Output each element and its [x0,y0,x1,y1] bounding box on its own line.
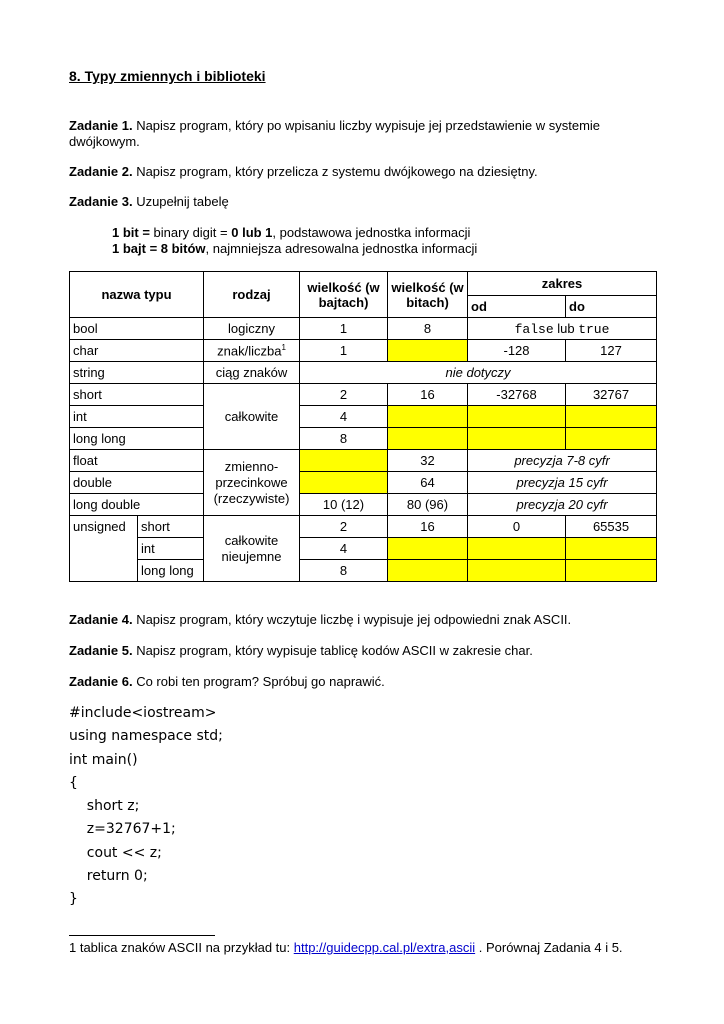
string-kind: ciąg znaków [204,362,300,384]
footnote-ref: 1 [281,342,286,352]
header-to: do [566,296,657,318]
code-line-6: z=32767+1; [69,821,176,838]
int-bits-blank [388,406,468,428]
task-5 [69,643,649,659]
row-unsigned-short [70,516,657,538]
footnote-separator [69,935,215,936]
row-unsigned-longlong [70,560,657,582]
footnote [69,940,623,955]
unsigned-longlong-to-blank [566,560,657,582]
char-kind: znak/liczba [217,343,282,359]
code-line-2: using namespace std; [69,728,223,745]
float-kind-line-1: zmienno- [224,458,279,474]
task-6-text: Co robi ten program? Spróbuj go naprawić. [132,674,385,689]
header-kind: rodzaj [204,272,300,318]
header-name: nazwa typu [70,272,204,318]
double-name: double [70,472,204,494]
definition-byte [112,241,477,257]
bool-true: true [578,321,610,337]
bool-bits: 8 [388,318,468,340]
float-bytes-blank [300,450,388,472]
bit-value: 0 lub 1 [231,225,273,240]
bit-desc: binary digit = [149,225,232,240]
header-from: od [468,296,566,318]
task-2 [69,164,649,180]
unsigned-longlong-bits-blank [388,560,468,582]
row-string [70,362,657,384]
definition-bit [112,225,470,241]
unsigned-int-to-blank [566,538,657,560]
longlong-name: long long [70,428,204,450]
int-bytes: 4 [300,406,388,428]
types-table [69,271,657,582]
longdouble-bytes: 10 (12) [300,494,388,516]
page-title: 8. Typy zmiennych i biblioteki [69,68,266,84]
unsigned-kind-line-1: całkowite [224,532,279,548]
code-block [69,702,223,912]
task-3-label: Zadanie 3. [69,194,133,209]
bit-term: 1 bit = [112,225,150,240]
task-1 [69,118,649,150]
header-size-bytes: wielkość (w bajtach) [300,272,388,318]
short-bits: 16 [388,384,468,406]
float-kind-line-2: przecinkowe [215,474,288,490]
bool-false: false [514,321,554,337]
task-3-text: Uzupełnij tabelę [132,194,229,209]
longlong-to-blank [566,428,657,450]
char-kind-cell [204,340,300,362]
task-1-label: Zadanie 1. [69,118,133,133]
string-na: nie dotyczy [300,362,657,384]
short-from: -32768 [468,384,566,406]
unsigned-longlong-from-blank [468,560,566,582]
code-line-7: cout << z; [69,844,162,861]
longdouble-name: long double [70,494,204,516]
row-double [70,472,657,494]
unsigned-kind-line-2: nieujemne [221,548,282,564]
unsigned-short-bytes: 2 [300,516,388,538]
char-name: char [70,340,204,362]
row-longlong [70,428,657,450]
unsigned-int-bits-blank [388,538,468,560]
char-from: -128 [468,340,566,362]
footnote-prefix: 1 tablica znaków ASCII na przykład tu: [69,940,294,955]
char-bytes: 1 [300,340,388,362]
task-6-label: Zadanie 6. [69,674,133,689]
row-unsigned-int [70,538,657,560]
bit-rest: , podstawowa jednostka informacji [272,225,471,240]
footnote-suffix: . Porównaj Zadania 4 i 5. [475,940,623,955]
float-kind-line-3: (rzeczywiste) [213,490,290,506]
short-to: 32767 [566,384,657,406]
float-name: float [70,450,204,472]
float-precision: precyzja 7-8 cyfr [468,450,657,472]
task-1-text: Napisz program, który po wpisaniu liczby wypisuje jej przedstawienie w systemie dwójkowym. [69,118,601,149]
task-6 [69,674,649,690]
byte-rest: , najmniejsza adresowalna jednostka informacji [205,241,478,256]
row-bool [70,318,657,340]
code-line-8: return 0; [69,868,148,885]
longdouble-bits: 80 (96) [388,494,468,516]
unsigned-kind [204,516,300,582]
float-bits: 32 [388,450,468,472]
short-name: short [70,384,204,406]
short-bytes: 2 [300,384,388,406]
int-name: int [70,406,204,428]
task-4 [69,612,649,628]
longlong-bytes: 8 [300,428,388,450]
char-bits-blank [388,340,468,362]
code-line-3: int main() [69,751,138,768]
unsigned-short-from: 0 [468,516,566,538]
integer-kind: całkowite [204,384,300,450]
task-2-text: Napisz program, który przelicza z systemu dwójkowego na dziesiętny. [132,164,538,179]
task-3 [69,194,649,210]
unsigned-int-from-blank [468,538,566,560]
row-longdouble [70,494,657,516]
bool-name: bool [70,318,204,340]
code-line-4: { [69,774,78,791]
code-line-9: } [69,891,78,908]
longlong-from-blank [468,428,566,450]
double-bits: 64 [388,472,468,494]
double-precision: precyzja 15 cyfr [468,472,657,494]
unsigned-longlong-name: long long [138,560,204,582]
longdouble-precision: precyzja 20 cyfr [468,494,657,516]
row-float [70,450,657,472]
longlong-bits-blank [388,428,468,450]
row-int [70,406,657,428]
header-size-bits: wielkość (w bitach) [388,272,468,318]
int-from-blank [468,406,566,428]
code-line-1: #include<iostream> [69,705,217,721]
int-to-blank [566,406,657,428]
unsigned-int-bytes: 4 [300,538,388,560]
task-5-label: Zadanie 5. [69,643,133,658]
char-to: 127 [566,340,657,362]
row-short [70,384,657,406]
unsigned-short-bits: 16 [388,516,468,538]
row-char [70,340,657,362]
header-range: zakres [468,272,657,296]
task-4-text: Napisz program, który wczytuje liczbę i wypisuje jej odpowiedni znak ASCII. [132,612,572,627]
task-5-text: Napisz program, który wypisuje tablicę kodów ASCII w zakresie char. [132,643,533,658]
unsigned-int-name: int [138,538,204,560]
unsigned-short-name: short [138,516,204,538]
bool-or: lub [553,320,579,336]
bool-kind: logiczny [204,318,300,340]
bool-range [468,318,657,340]
unsigned-longlong-bytes: 8 [300,560,388,582]
unsigned-label: unsigned [70,516,138,582]
unsigned-short-to: 65535 [566,516,657,538]
float-kind [204,450,300,516]
footnote-link[interactable]: http://guidecpp.cal.pl/extra,ascii [293,940,476,955]
byte-term: 1 bajt = 8 bitów [112,241,206,256]
task-2-label: Zadanie 2. [69,164,133,179]
double-bytes-blank [300,472,388,494]
string-name: string [70,362,204,384]
code-line-5: short z; [69,798,140,815]
bool-bytes: 1 [300,318,388,340]
task-4-label: Zadanie 4. [69,612,133,627]
